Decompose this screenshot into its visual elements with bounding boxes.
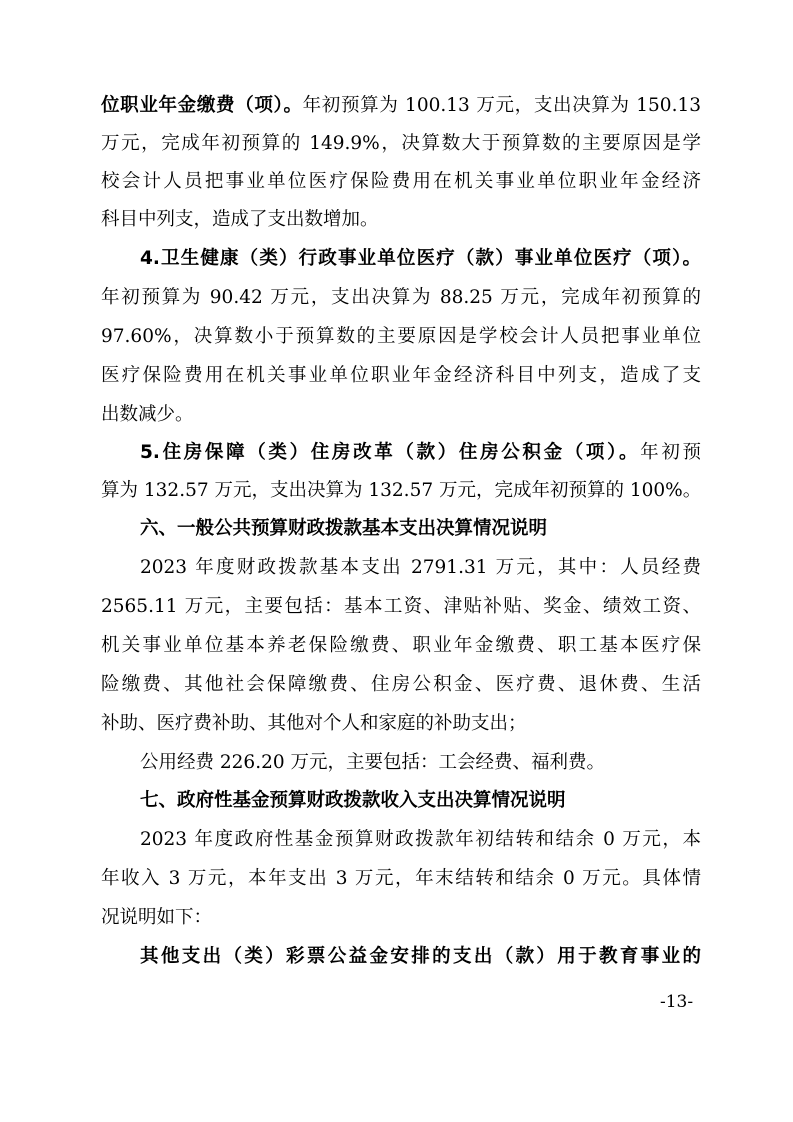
paragraph-line: 2023 年度政府性基金预算财政拨款年初结转和结余 0 万元，本: [140, 829, 701, 850]
paragraph-line: 补助、医疗费补助、其他对个人和家庭的补助支出；: [101, 713, 527, 734]
paragraph-line: 科目中列支，造成了支出数增加。: [101, 209, 379, 230]
section-heading-4: 4.卫生健康（类）行政事业单位医疗（款）事业单位医疗（项）。: [140, 248, 701, 269]
paragraph-line: 2023 年度财政拨款基本支出 2791.31 万元，其中：人员经费: [140, 557, 701, 578]
paragraph-line: 医疗保险费用在机关事业单位职业年金经济科目中列支，造成了支: [101, 365, 701, 386]
subsection-heading: 其他支出（类）彩票公益金安排的支出（款）用于教育事业的: [140, 946, 701, 967]
paragraph-line: 校会计人员把事业单位医疗保险费用在机关事业单位职业年金经济: [101, 171, 701, 192]
paragraph-line: 万元，完成年初预算的 149.9%，决算数大于预算数的主要原因是学: [101, 133, 701, 154]
paragraph-line: 97.60%，决算数小于预算数的主要原因是学校会计人员把事业单位: [101, 326, 701, 347]
paragraph-line: 年收入 3 万元，本年支出 3 万元，年末结转和结余 0 万元。具体情: [101, 868, 701, 889]
paragraph-line: 公用经费 226.20 万元，主要包括：工会经费、福利费。: [140, 752, 605, 773]
paragraph-line: 况说明如下：: [101, 907, 213, 928]
section-heading-6: 六、一般公共预算财政拨款基本支出决算情况说明: [140, 518, 548, 539]
section-heading-7: 七、政府性基金预算财政拨款收入支出决算情况说明: [140, 790, 566, 811]
paragraph-line: 算为 132.57 万元，支出决算为 132.57 万元，完成年初预算的 100%。: [101, 480, 702, 501]
paragraph-line: 险缴费、其他社会保障缴费、住房公积金、医疗费、退休费、生活: [101, 674, 701, 695]
paragraph-line: 2565.11 万元，主要包括：基本工资、津贴补贴、奖金、绩效工资、: [101, 596, 701, 617]
paragraph-line: 机关事业单位基本养老保险缴费、职业年金缴费、职工基本医疗保: [101, 635, 701, 656]
paragraph-line: 年初预算为 90.42 万元，支出决算为 88.25 万元，完成年初预算的: [101, 287, 701, 308]
section-heading-5: 5.住房保障（类）住房改革（款）住房公积金（项）。年初预: [140, 442, 701, 463]
page-number: -13-: [660, 992, 694, 1012]
paragraph-line: 出数减少。: [101, 404, 194, 425]
paragraph-line: 位职业年金缴费（项）。年初预算为 100.13 万元，支出决算为 150.13: [101, 95, 701, 116]
